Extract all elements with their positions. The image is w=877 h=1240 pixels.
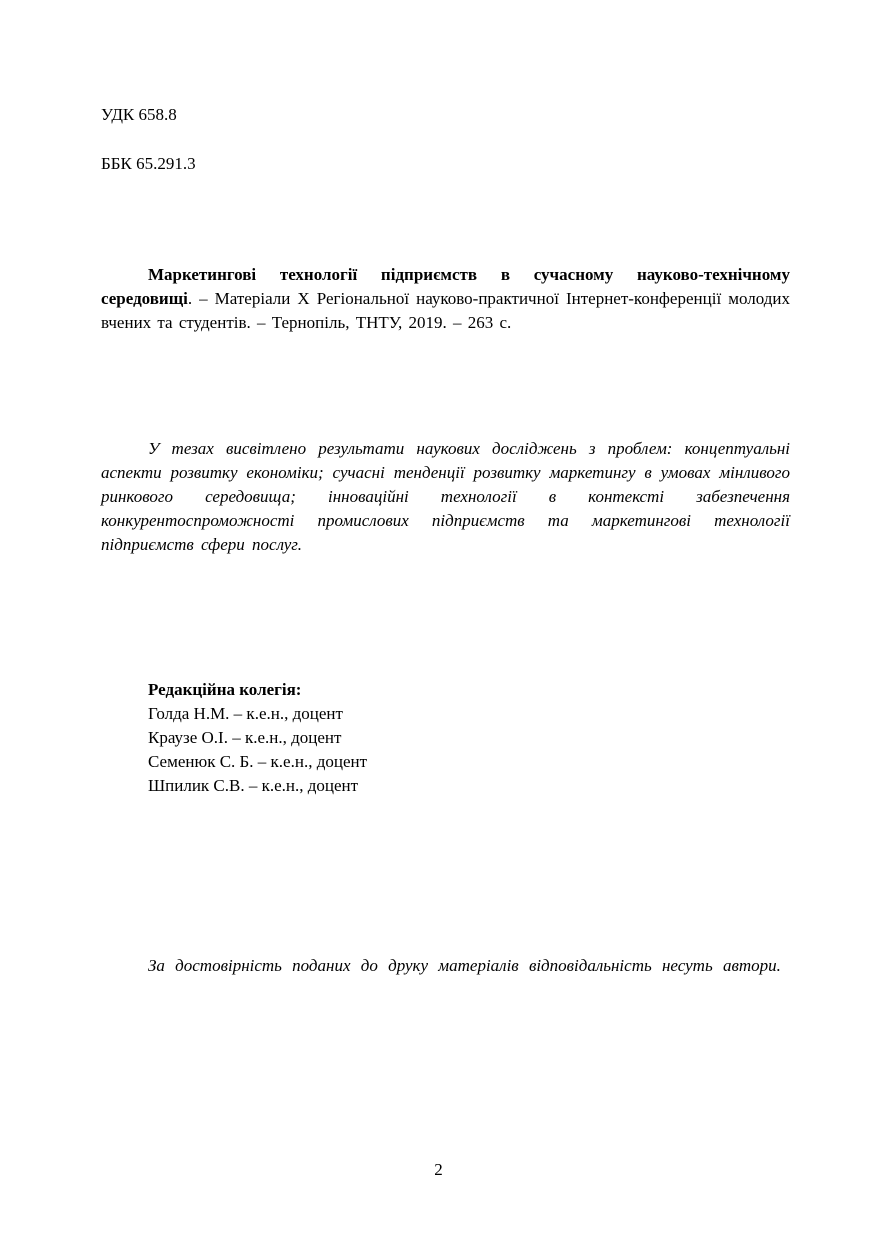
- disclaimer-paragraph: За достовірність поданих до друку матеріалів відповідальність несуть автори.: [148, 956, 781, 975]
- editorial-board-member: Шпилик С.В. – к.е.н., доцент: [148, 776, 359, 795]
- title-rest-text: . – Матеріали X Регіональної науково-практичної Інтернет-конференції молодих вчених та студентів. – Тернопіль, ТНТУ, 2019. – 263 с.: [101, 289, 790, 332]
- editorial-board-member: Семенюк С. Б. – к.е.н., доцент: [148, 752, 368, 771]
- title-paragraph: [101, 263, 790, 335]
- editorial-board-member: Голда Н.М. – к.е.н., доцент: [148, 704, 343, 723]
- editorial-board-heading: Редакційна колегія:: [148, 680, 302, 699]
- bbk-code: ББК 65.291.3: [101, 154, 196, 173]
- editorial-board-section: [101, 678, 790, 798]
- editorial-board-member: Краузе О.І. – к.е.н., доцент: [148, 728, 342, 747]
- abstract-paragraph: У тезах висвітлено результати наукових досліджень з проблем: концептуальні аспекти розвитку економіки; сучасні тенденції розвитку маркетингу в умовах мінливого ринкового середовища; інноваційні технології в контексті забезпечення конкурентоспроможності промислових підприємств та маркетингові технології підприємств сфери послуг.: [101, 439, 790, 554]
- page-number: 2: [434, 1160, 443, 1179]
- udc-code: УДК 658.8: [101, 105, 177, 124]
- title-bold-text: Маркетингові технології підприємств в сучасному науково-технічному середовищі: [101, 265, 790, 308]
